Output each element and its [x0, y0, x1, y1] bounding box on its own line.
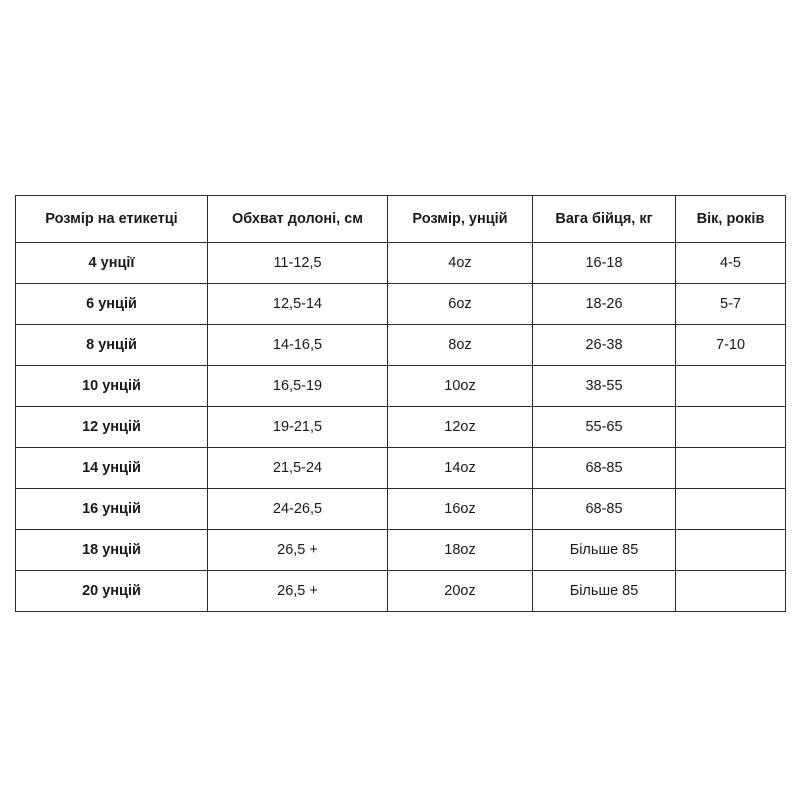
cell-age — [676, 489, 786, 530]
cell-label-size: 10 унцій — [16, 366, 208, 407]
cell-label-size: 8 унцій — [16, 325, 208, 366]
cell-palm-circumference: 16,5-19 — [208, 366, 388, 407]
cell-age — [676, 407, 786, 448]
cell-palm-circumference: 14-16,5 — [208, 325, 388, 366]
size-chart-table — [15, 195, 786, 612]
cell-size-ounces: 6oz — [388, 284, 533, 325]
cell-fighter-weight: 68-85 — [533, 448, 676, 489]
column-header-size-ounces: Розмір, унцій — [388, 196, 533, 243]
table-body — [16, 243, 786, 612]
table-row — [16, 407, 786, 448]
cell-palm-circumference: 26,5 + — [208, 571, 388, 612]
cell-age: 7-10 — [676, 325, 786, 366]
table-row — [16, 243, 786, 284]
cell-fighter-weight: 38-55 — [533, 366, 676, 407]
column-header-fighter-weight: Вага бійця, кг — [533, 196, 676, 243]
cell-fighter-weight: 18-26 — [533, 284, 676, 325]
cell-fighter-weight: 68-85 — [533, 489, 676, 530]
cell-size-ounces: 16oz — [388, 489, 533, 530]
cell-fighter-weight: 26-38 — [533, 325, 676, 366]
cell-palm-circumference: 12,5-14 — [208, 284, 388, 325]
cell-label-size: 6 унцій — [16, 284, 208, 325]
table-row — [16, 571, 786, 612]
cell-fighter-weight: Більше 85 — [533, 571, 676, 612]
column-header-age: Вік, років — [676, 196, 786, 243]
table-header — [16, 196, 786, 243]
size-chart-container — [15, 195, 785, 612]
table-header-row — [16, 196, 786, 243]
cell-palm-circumference: 26,5 + — [208, 530, 388, 571]
column-header-label-size: Розмір на етикетці — [16, 196, 208, 243]
cell-fighter-weight: Більше 85 — [533, 530, 676, 571]
table-row — [16, 325, 786, 366]
cell-size-ounces: 20oz — [388, 571, 533, 612]
cell-age — [676, 571, 786, 612]
cell-size-ounces: 12oz — [388, 407, 533, 448]
cell-size-ounces: 8oz — [388, 325, 533, 366]
cell-size-ounces: 18oz — [388, 530, 533, 571]
cell-age — [676, 530, 786, 571]
cell-label-size: 20 унцій — [16, 571, 208, 612]
cell-label-size: 16 унцій — [16, 489, 208, 530]
cell-label-size: 18 унцій — [16, 530, 208, 571]
cell-fighter-weight: 55-65 — [533, 407, 676, 448]
cell-age — [676, 448, 786, 489]
table-row — [16, 489, 786, 530]
cell-age: 5-7 — [676, 284, 786, 325]
cell-size-ounces: 10oz — [388, 366, 533, 407]
cell-palm-circumference: 19-21,5 — [208, 407, 388, 448]
table-row — [16, 448, 786, 489]
table-row — [16, 530, 786, 571]
column-header-palm-circumference: Обхват долоні, см — [208, 196, 388, 243]
cell-palm-circumference: 24-26,5 — [208, 489, 388, 530]
cell-label-size: 12 унцій — [16, 407, 208, 448]
cell-age — [676, 366, 786, 407]
cell-palm-circumference: 21,5-24 — [208, 448, 388, 489]
cell-palm-circumference: 11-12,5 — [208, 243, 388, 284]
cell-size-ounces: 4oz — [388, 243, 533, 284]
table-row — [16, 366, 786, 407]
cell-size-ounces: 14oz — [388, 448, 533, 489]
cell-label-size: 4 унції — [16, 243, 208, 284]
cell-age: 4-5 — [676, 243, 786, 284]
cell-label-size: 14 унцій — [16, 448, 208, 489]
cell-fighter-weight: 16-18 — [533, 243, 676, 284]
table-row — [16, 284, 786, 325]
